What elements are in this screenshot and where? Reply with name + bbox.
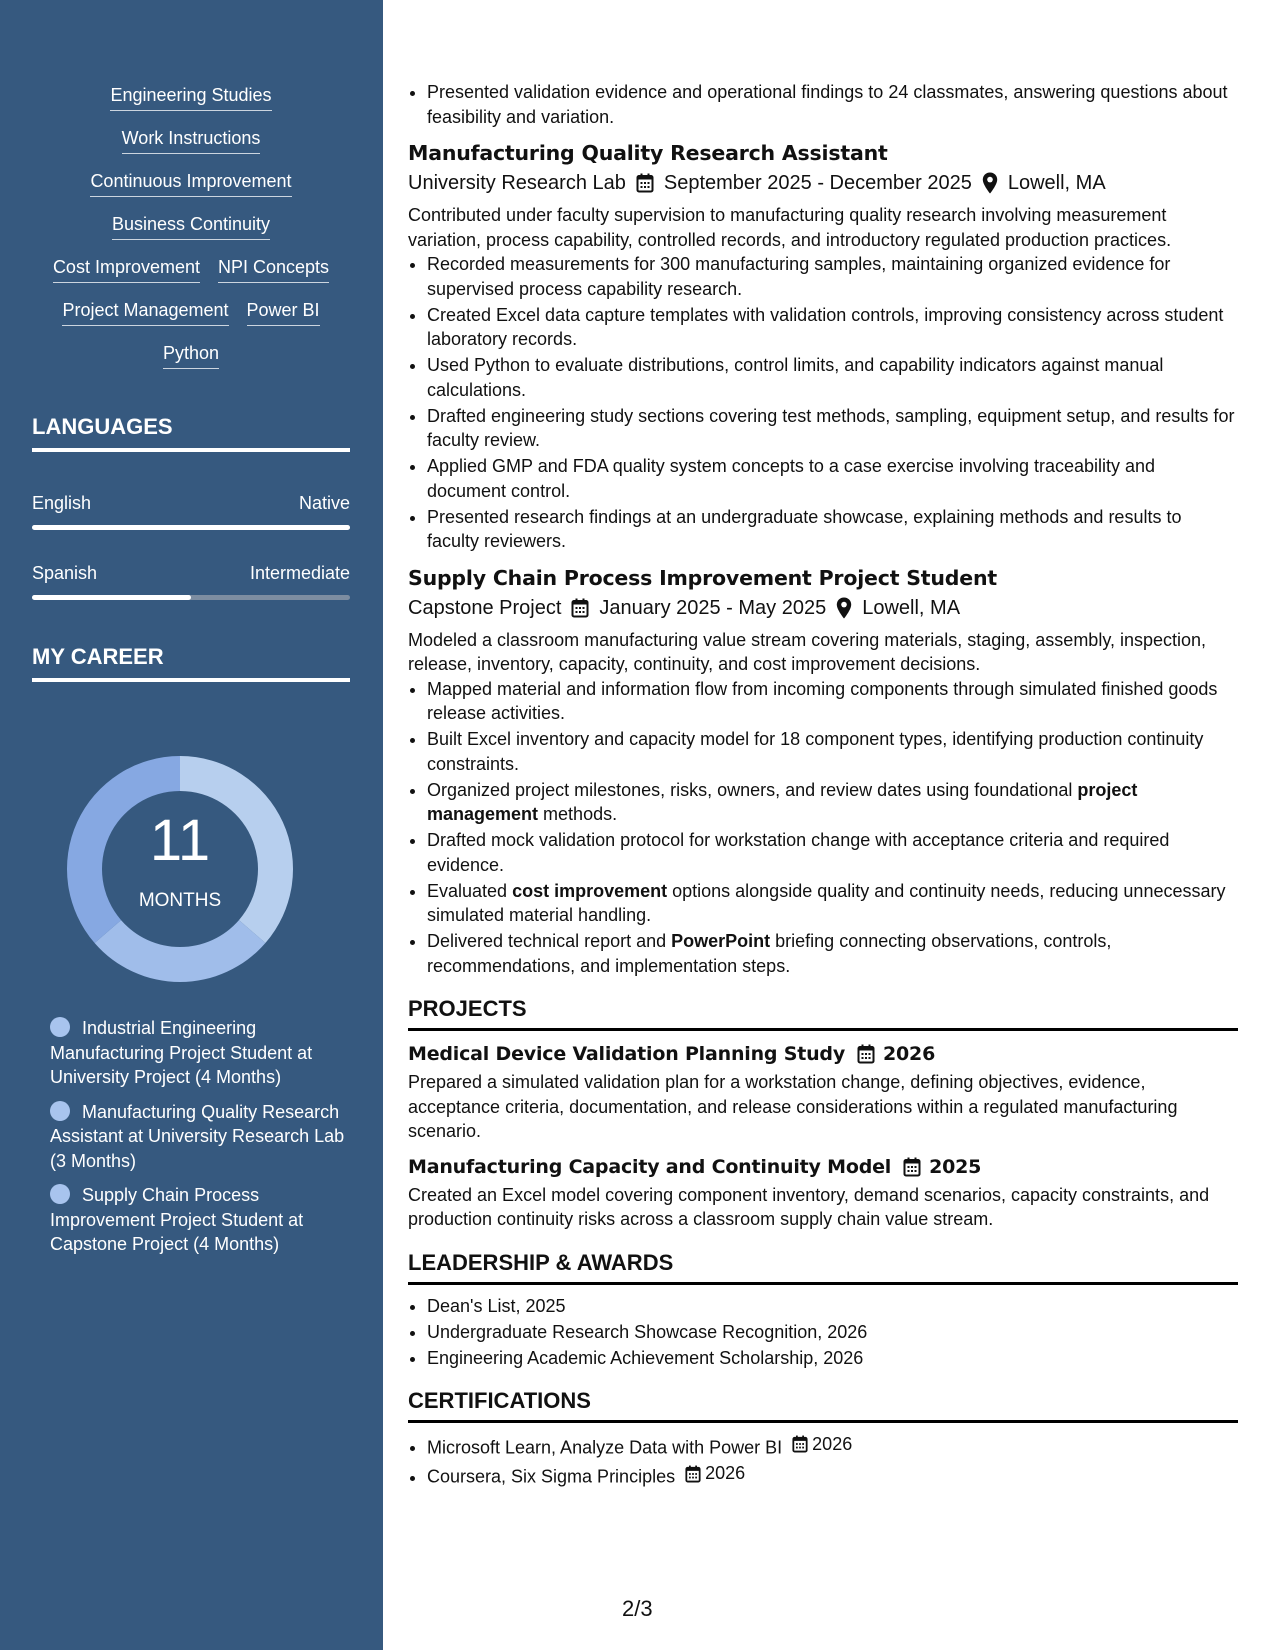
- main-content: [408, 80, 1238, 1491]
- skill-tag: Project Management: [62, 299, 228, 326]
- language-bar-fill: [32, 525, 350, 530]
- skills-list: [32, 84, 350, 369]
- skill-tag: Engineering Studies: [110, 84, 271, 111]
- bullet-item: • Presented research findings at an undergraduate showcase, explaining methods and results to faculty reviewers.: [427, 505, 1238, 554]
- bullet-item: • Engineering Academic Achievement Scholarship, 2026: [427, 1346, 1238, 1371]
- job-dates: January 2025 - May 2025: [599, 596, 827, 619]
- career-dot-icon: [50, 1017, 70, 1037]
- job-title: Manufacturing Quality Research Assistant: [408, 141, 888, 165]
- calendar-icon: [571, 598, 589, 618]
- bullet-item: [427, 929, 1238, 978]
- project-description: Prepared a simulated validation plan for a workstation change, defining objectives, evidence, acceptance criteria, documentation, and release considerations within a regulated manufacturing scenario.: [408, 1072, 1178, 1141]
- continued-bullets: [408, 80, 1238, 129]
- career-total-unit: MONTHS: [138, 890, 222, 911]
- career-heading: MY CAREER: [32, 644, 350, 682]
- certifications-list: [408, 1432, 1238, 1489]
- bullet-item: [427, 778, 1238, 827]
- sidebar: [0, 0, 383, 1650]
- career-list: [50, 1016, 350, 1267]
- bullet-text: Organized project milestones, risks, owners, and review dates using foundational: [427, 779, 1078, 800]
- career-item-text: Supply Chain Process Improvement Project Student at Capstone Project (4 Months): [50, 1185, 304, 1254]
- page-number: 2/3: [622, 1596, 653, 1621]
- language-item: [32, 562, 350, 600]
- project-year: 2025: [929, 1155, 982, 1178]
- certification-year-wrap: [792, 1432, 852, 1457]
- certification-year: 2026: [812, 1434, 853, 1454]
- bullet-item: • Created Excel data capture templates with validation controls, improving consistency across student laboratory records.: [427, 303, 1238, 352]
- bullet-item: • Built Excel inventory and capacity model for 18 component types, identifying production continuity constraints.: [427, 727, 1238, 776]
- career-item: [50, 1016, 350, 1090]
- map-pin-icon: [836, 597, 852, 619]
- leadership-heading: LEADERSHIP & AWARDS: [408, 1250, 1238, 1285]
- bullet-item: • Dean's List, 2025: [427, 1294, 1238, 1319]
- skills-row: [32, 170, 350, 197]
- job-bullets: [408, 252, 1238, 554]
- bullet-text: Delivered technical report and: [427, 931, 672, 951]
- bullet-emphasis: cost improvement: [512, 880, 668, 901]
- donut-segment-2: [95, 920, 266, 982]
- language-level: Native: [298, 493, 350, 513]
- bullet-text: options alongside quality and continuity needs, reducing unnecessary simulated material handling.: [427, 880, 1226, 925]
- skill-tag: Python: [163, 342, 219, 369]
- skill-tag: Cost Improvement: [53, 256, 200, 283]
- project-year: 2026: [883, 1043, 936, 1065]
- job-entry: [408, 139, 1238, 554]
- certification-year-wrap: [685, 1461, 745, 1486]
- job-dates: September 2025 - December 2025: [663, 172, 972, 194]
- calendar-icon: [685, 1465, 701, 1483]
- language-level: Intermediate: [249, 563, 350, 583]
- bullet-item: • Used Python to evaluate distributions, control limits, and capability indicators against manual calculations.: [427, 353, 1238, 402]
- projects-list: [408, 1041, 1238, 1232]
- projects-heading: PROJECTS: [408, 996, 1238, 1031]
- bullet-text: briefing connecting observations, controls, recommendations, and implementation steps.: [427, 931, 1112, 976]
- language-bar-fill: [32, 595, 191, 600]
- language-row: [32, 492, 350, 514]
- skills-row: [32, 84, 350, 111]
- project-description: Created an Excel model covering component inventory, demand scenarios, capacity constraints, and production continuity risks across a classroom supply chain value stream.: [408, 1184, 1210, 1229]
- bullet-item: • Presented validation evidence and operational findings to 24 classmates, answering questions about feasibility and variation.: [427, 80, 1238, 129]
- job-description: Contributed under faculty supervision to manufacturing quality research involving measurement variation, process capability, controlled records, and introductory regulated production practices.: [408, 205, 1172, 250]
- language-bar: [32, 525, 350, 530]
- career-item-text: Industrial Engineering Manufacturing Project Student at University Project (4 Months): [50, 1018, 313, 1087]
- job-org: University Research Lab: [408, 172, 626, 194]
- job-meta: [408, 595, 1238, 621]
- skills-row: [32, 127, 350, 154]
- languages-heading: LANGUAGES: [32, 414, 350, 452]
- bullet-item: • Mapped material and information flow from incoming components through simulated finished goods release activities.: [427, 677, 1238, 726]
- bullet-emphasis: project management: [427, 779, 1138, 824]
- bullet-item: [427, 879, 1238, 928]
- skills-row: [32, 342, 350, 369]
- career-item: [50, 1183, 350, 1257]
- job-location: Lowell, MA: [1007, 172, 1106, 194]
- bullet-item: • Drafted engineering study sections covering test methods, sampling, equipment setup, and results for faculty review.: [427, 404, 1238, 453]
- certification-name: Microsoft Learn, Analyze Data with Power BI: [427, 1437, 783, 1458]
- language-row: [32, 562, 350, 584]
- skill-tag: Business Continuity: [112, 213, 270, 240]
- bullet-text: Evaluated: [427, 880, 513, 901]
- calendar-icon: [857, 1044, 875, 1064]
- skills-row: [32, 299, 350, 326]
- certification-item: [427, 1432, 1238, 1460]
- skills-row: [32, 213, 350, 240]
- job-entry: [408, 564, 1238, 979]
- language-bar: [32, 595, 350, 600]
- skill-tag: NPI Concepts: [218, 256, 329, 283]
- leadership-list: [408, 1294, 1238, 1371]
- map-pin-icon: [982, 172, 998, 194]
- calendar-icon: [636, 173, 654, 193]
- skill-tag: Work Instructions: [122, 127, 261, 154]
- career-dot-icon: [50, 1101, 70, 1121]
- certification-item: [427, 1461, 1238, 1489]
- career-item-text: Manufacturing Quality Research Assistant at University Research Lab (3 Months): [50, 1101, 345, 1171]
- bullet-item: • Recorded measurements for 300 manufacturing samples, maintaining organized evidence for supervised process capability research.: [427, 252, 1238, 301]
- skill-tag: Continuous Improvement: [90, 170, 291, 197]
- career-total-number: 11: [149, 808, 211, 873]
- project-title: Manufacturing Capacity and Continuity Model: [408, 1155, 892, 1178]
- job-description: Modeled a classroom manufacturing value stream covering materials, staging, assembly, inspection, release, inventory, capacity, continuity, and cost improvement decisions.: [408, 629, 1207, 674]
- project-title: Medical Device Validation Planning Study: [408, 1043, 846, 1065]
- job-bullets: [408, 677, 1238, 979]
- bullet-item: • Applied GMP and FDA quality system concepts to a case exercise involving traceability and document control.: [427, 454, 1238, 503]
- job-location: Lowell, MA: [862, 596, 961, 619]
- calendar-icon: [903, 1157, 921, 1177]
- project-title-row: [408, 1041, 1238, 1067]
- job-title: Supply Chain Process Improvement Project Student: [408, 565, 997, 590]
- calendar-icon: [792, 1435, 808, 1453]
- bullet-emphasis: PowerPoint: [671, 931, 771, 951]
- bullet-text: methods.: [538, 804, 618, 824]
- certifications-heading: CERTIFICATIONS: [408, 1388, 1238, 1423]
- certification-year: 2026: [705, 1463, 746, 1484]
- language-name: English: [32, 493, 92, 513]
- career-item: [50, 1100, 350, 1174]
- skill-tag: Power BI: [247, 299, 320, 326]
- skills-row: [32, 256, 350, 283]
- project-title-row: [408, 1154, 1238, 1180]
- career-donut-chart: [65, 754, 295, 984]
- language-name: Spanish: [32, 563, 98, 583]
- bullet-item: • Undergraduate Research Showcase Recognition, 2026: [427, 1320, 1238, 1345]
- certification-name: Coursera, Six Sigma Principles: [427, 1466, 676, 1487]
- language-item: [32, 492, 350, 530]
- bullet-item: • Drafted mock validation protocol for workstation change with acceptance criteria and required evidence.: [427, 828, 1238, 877]
- experience-list: [408, 139, 1238, 978]
- job-meta: [408, 170, 1238, 196]
- career-dot-icon: [50, 1184, 70, 1204]
- job-org: Capstone Project: [408, 596, 562, 619]
